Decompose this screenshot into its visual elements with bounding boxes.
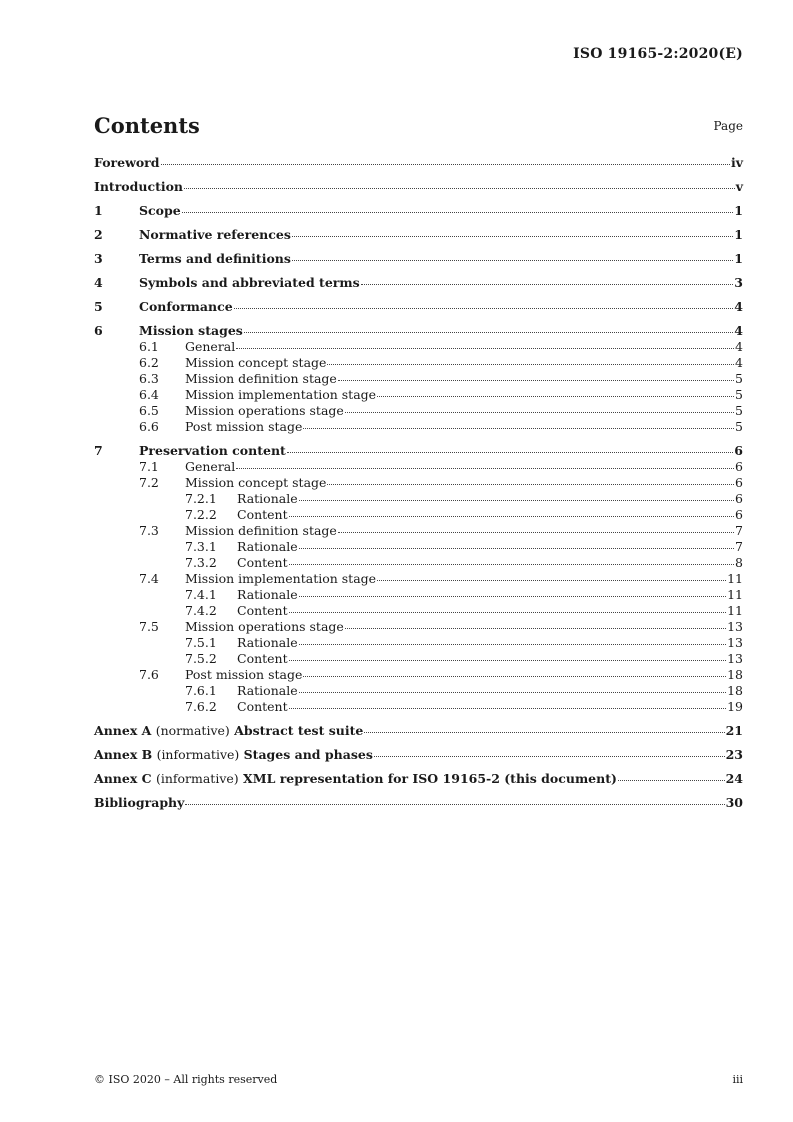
dot-leader [338, 531, 734, 533]
toc-entry-page: 7 [735, 523, 743, 538]
toc-entry-title: Preservation content [139, 443, 286, 458]
toc-entry[interactable] [94, 403, 743, 419]
dot-leader [299, 643, 726, 645]
toc-entry-title [94, 747, 373, 763]
annex-label: Annex A [94, 723, 152, 738]
toc-entry-number: 7.4.2 [185, 603, 217, 618]
toc-entry-title: Mission stages [139, 323, 243, 338]
toc-entry-number: 7.2 [139, 475, 159, 490]
toc-entry-title: Mission implementation stage [185, 571, 377, 586]
toc-entry-number: 1 [94, 203, 103, 218]
toc-entry[interactable] [94, 507, 743, 523]
dot-leader [377, 395, 734, 397]
toc-entry-title: Conformance [139, 299, 233, 314]
toc-entry[interactable] [94, 619, 743, 635]
toc-entry[interactable] [94, 323, 743, 339]
toc-entry-page: 13 [727, 619, 743, 634]
dot-leader [287, 451, 733, 453]
toc-entry-page: 30 [725, 795, 743, 810]
annex-title: Stages and phases [243, 747, 373, 762]
toc-entry[interactable] [94, 651, 743, 667]
toc-entry[interactable] [94, 723, 743, 739]
dot-leader [161, 163, 730, 165]
dot-leader [338, 379, 734, 381]
toc-entry-number: 7.6.2 [185, 699, 217, 714]
toc-entry-page: 1 [734, 203, 743, 218]
toc-entry-title: Content [237, 555, 288, 570]
toc-entry[interactable] [94, 203, 743, 219]
toc-entry[interactable] [94, 475, 743, 491]
dot-leader [361, 283, 734, 285]
dot-leader [345, 627, 726, 629]
toc-entry-number: 7.5.1 [185, 635, 217, 650]
toc-entry-title: Rationale [237, 539, 298, 554]
toc-entry[interactable] [94, 371, 743, 387]
dot-leader [364, 731, 724, 733]
toc-entry-number: 7.3 [139, 523, 159, 538]
toc-entry[interactable] [94, 443, 743, 459]
toc-entry-title: Content [237, 651, 288, 666]
toc-entry-page: 21 [725, 723, 743, 738]
dot-leader [299, 691, 726, 693]
toc-entry-number: 6.3 [139, 371, 159, 386]
toc-entry[interactable] [94, 491, 743, 507]
toc-entry-page: 23 [725, 747, 743, 762]
toc-entry[interactable] [94, 539, 743, 555]
toc-entry-title: Symbols and abbreviated terms [139, 275, 360, 290]
toc-entry-title: Post mission stage [185, 667, 303, 682]
toc-entry-title: Mission concept stage [185, 355, 327, 370]
toc-entry-title: Normative references [139, 227, 291, 242]
toc-entry-page: 1 [734, 227, 743, 242]
annex-kind: (informative) [155, 771, 239, 786]
dot-leader [303, 427, 734, 429]
annex-label: Annex C [94, 771, 152, 786]
dot-leader [234, 307, 734, 309]
dot-leader [299, 547, 734, 549]
dot-leader [618, 779, 725, 781]
toc-entry-number: 6 [94, 323, 103, 338]
toc-entry-title: Mission implementation stage [185, 387, 377, 402]
toc-entry-page: 5 [735, 387, 743, 402]
toc-entry-page: 5 [735, 419, 743, 434]
page-number-footer: iii [732, 1073, 743, 1086]
toc-entry[interactable] [94, 179, 743, 195]
toc-entry-page: 11 [727, 571, 743, 586]
toc-entry[interactable] [94, 667, 743, 683]
toc-entry-title: Content [237, 699, 288, 714]
document-id-header: ISO 19165-2:2020(E) [573, 46, 743, 62]
toc-entry-title [94, 771, 617, 787]
toc-entry[interactable] [94, 635, 743, 651]
toc-entry-number: 6.5 [139, 403, 159, 418]
toc-entry-number: 2 [94, 227, 103, 242]
toc-entry-page: 11 [727, 587, 743, 602]
toc-entry-number: 7.2.1 [185, 491, 217, 506]
toc-entry-page: 13 [727, 635, 743, 650]
toc-entry-number: 7.1 [139, 459, 159, 474]
toc-entry-number: 6.6 [139, 419, 159, 434]
toc-entry-page: 13 [727, 651, 743, 666]
toc-entry-page: 6 [735, 491, 743, 506]
toc-entry-number: 6.4 [139, 387, 159, 402]
toc-entry-page: 19 [727, 699, 743, 714]
toc-entry-page: 4 [734, 299, 743, 314]
toc-entry-number: 7.2.2 [185, 507, 217, 522]
toc-entry-number: 7.4 [139, 571, 159, 586]
toc-entry-title: Mission operations stage [185, 619, 344, 634]
toc-entry-number: 7.4.1 [185, 587, 217, 602]
toc-entry-number: 7.5 [139, 619, 159, 634]
dot-leader [292, 235, 733, 237]
toc-entry[interactable] [94, 299, 743, 315]
dot-leader [299, 595, 726, 597]
toc-entry-title: Mission operations stage [185, 403, 344, 418]
toc-entry-title: Foreword [94, 155, 160, 170]
dot-leader [289, 515, 734, 517]
toc-entry-title: Rationale [237, 635, 298, 650]
toc-entry-title: General [185, 459, 236, 474]
toc-entry-page: 6 [735, 475, 743, 490]
toc-entry[interactable] [94, 155, 743, 171]
dot-leader [289, 659, 726, 661]
toc-entry-number: 7.6 [139, 667, 159, 682]
toc-entry-title: Mission definition stage [185, 523, 337, 538]
toc-entry-page: 3 [734, 275, 743, 290]
dot-leader [289, 611, 726, 613]
toc-entry-title: Rationale [237, 683, 298, 698]
toc-entry[interactable] [94, 459, 743, 475]
dot-leader [236, 467, 734, 469]
annex-title: Abstract test suite [234, 723, 364, 738]
toc-entry-title: Rationale [237, 587, 298, 602]
dot-leader [374, 755, 725, 757]
toc-entry-page: 6 [735, 507, 743, 522]
dot-leader [299, 499, 734, 501]
toc-entry-page: 6 [735, 459, 743, 474]
toc-entry-page: 24 [725, 771, 743, 786]
toc-entry-page: v [735, 179, 743, 194]
toc-entry[interactable] [94, 355, 743, 371]
dot-leader [185, 803, 724, 805]
dot-leader [182, 211, 734, 213]
toc-entry-title: Content [237, 507, 288, 522]
toc-entry-title: General [185, 339, 236, 354]
toc-entry[interactable] [94, 571, 743, 587]
toc-entry-number: 5 [94, 299, 103, 314]
toc-entry-page: 7 [735, 539, 743, 554]
toc-entry-title: Scope [139, 203, 181, 218]
page-title: Contents [94, 113, 200, 138]
toc-entry-title: Rationale [237, 491, 298, 506]
toc-entry-title: Mission definition stage [185, 371, 337, 386]
toc-entry-number: 3 [94, 251, 103, 266]
annex-kind: (normative) [155, 723, 230, 738]
toc-entry-page: 18 [727, 667, 743, 682]
toc-entry-page: 1 [734, 251, 743, 266]
toc-entry-page: 5 [735, 403, 743, 418]
toc-entry-number: 6.2 [139, 355, 159, 370]
dot-leader [244, 331, 733, 333]
toc-entry-page: 18 [727, 683, 743, 698]
toc-entry[interactable] [94, 555, 743, 571]
dot-leader [184, 187, 735, 189]
dot-leader [289, 563, 734, 565]
toc-entry-page: 4 [735, 339, 743, 354]
dot-leader [345, 411, 734, 413]
toc-entry-title: Content [237, 603, 288, 618]
toc-entry-number: 7.6.1 [185, 683, 217, 698]
toc-entry-page: 6 [734, 443, 743, 458]
toc-entry-title: Mission concept stage [185, 475, 327, 490]
page-column-label: Page [713, 119, 743, 133]
toc-entry[interactable] [94, 227, 743, 243]
toc-entry-number: 4 [94, 275, 103, 290]
toc-entry-number: 7.5.2 [185, 651, 217, 666]
toc-entry[interactable] [94, 587, 743, 603]
toc-entry[interactable] [94, 747, 743, 763]
toc-entry[interactable] [94, 699, 743, 715]
toc-entry-title: Introduction [94, 179, 184, 194]
toc-entry-page: iv [730, 155, 743, 170]
annex-title: XML representation for ISO 19165-2 (this document) [243, 771, 617, 786]
toc-entry-page: 4 [734, 323, 743, 338]
toc-entry[interactable] [94, 771, 743, 787]
toc-entry[interactable] [94, 275, 743, 291]
dot-leader [236, 347, 734, 349]
toc-entry-number: 7 [94, 443, 103, 458]
toc-entry-number: 7.3.2 [185, 555, 217, 570]
toc-entry-title: Bibliography [94, 795, 185, 810]
toc-entry-page: 4 [735, 355, 743, 370]
toc-entry[interactable] [94, 603, 743, 619]
toc-entry-number: 6.1 [139, 339, 159, 354]
toc-entry-page: 8 [735, 555, 743, 570]
dot-leader [303, 675, 726, 677]
annex-label: Annex B [94, 747, 153, 762]
toc-entry[interactable] [94, 683, 743, 699]
toc-entry-title [94, 723, 363, 739]
toc-entry[interactable] [94, 523, 743, 539]
dot-leader [289, 707, 726, 709]
annex-kind: (informative) [156, 747, 240, 762]
toc-entry[interactable] [94, 419, 743, 435]
toc-entry-title: Terms and definitions [139, 251, 291, 266]
dot-leader [327, 363, 734, 365]
copyright-footer: © ISO 2020 – All rights reserved [94, 1073, 278, 1086]
toc-entry[interactable] [94, 251, 743, 267]
toc-entry-page: 5 [735, 371, 743, 386]
toc-entry[interactable] [94, 795, 743, 811]
dot-leader [377, 579, 726, 581]
dot-leader [292, 259, 733, 261]
dot-leader [327, 483, 734, 485]
toc-entry-number: 7.3.1 [185, 539, 217, 554]
toc-entry[interactable] [94, 339, 743, 355]
toc-entry[interactable] [94, 387, 743, 403]
toc-entry-title: Post mission stage [185, 419, 303, 434]
toc-entry-page: 11 [727, 603, 743, 618]
